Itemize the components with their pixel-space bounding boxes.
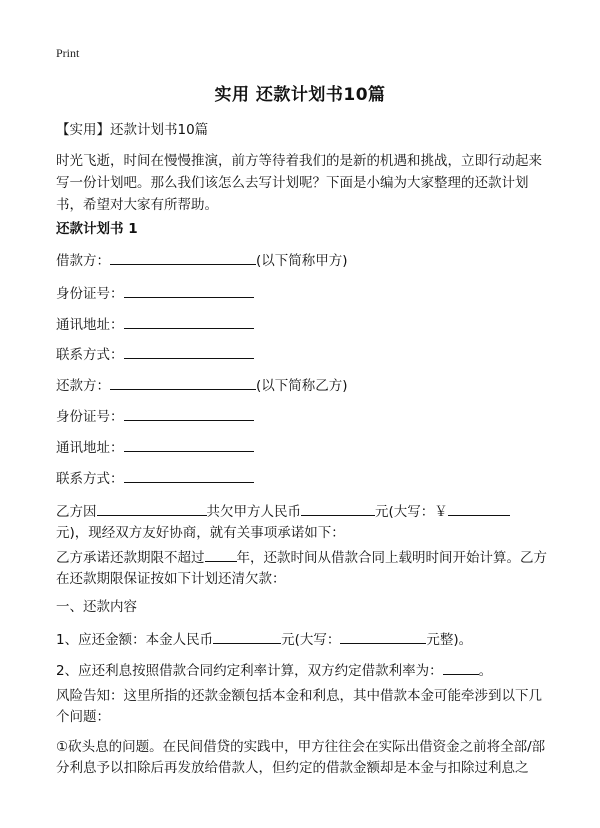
item2-row (56, 659, 492, 679)
repayer-label: 还款方： (56, 378, 110, 394)
borrower-row (56, 249, 348, 269)
doc-subtitle: 【实用】还款计划书10篇 (56, 122, 209, 138)
item1-c: 元整)。 (426, 632, 473, 648)
repayer-contact-row (56, 467, 254, 487)
reason-row (56, 500, 510, 520)
print-link[interactable]: Print (56, 46, 80, 60)
section-heading: 还款计划书 1 (56, 221, 138, 237)
repayer-field[interactable] (110, 375, 256, 390)
term-years-field[interactable] (205, 547, 237, 562)
reason-field[interactable] (97, 501, 207, 516)
section-one-heading: 一、还款内容 (56, 599, 137, 615)
borrower-note: (以下简称甲方) (256, 253, 348, 269)
repayer-note: (以下简称乙方) (256, 378, 348, 394)
borrower-field[interactable] (110, 250, 256, 265)
borrower-address-row (56, 313, 254, 333)
promise-a: 乙方承诺还款期限不超过 (56, 550, 205, 566)
item2-b: 。 (478, 663, 493, 679)
contact-label: 联系方式： (56, 471, 124, 487)
intro-paragraph: 时光飞逝，时间在慢慢推演，前方等待着我们的是新的机遇和挑战，立即行动起来写一份计划吧。那么我们该怎么去写计划呢？下面是小编为大家整理的还款计划书，希望对大家有所帮助。 (56, 153, 542, 213)
item1-row (56, 628, 472, 648)
repayer-row (56, 374, 348, 394)
page-title: 实用 还款计划书10篇 (214, 85, 386, 105)
repayer-address-row (56, 436, 254, 456)
id-label: 身份证号： (56, 409, 124, 425)
item2-a: 2、应还利息按照借款合同约定利率计算，双方约定借款利率为： (56, 663, 443, 679)
borrower-id-row (56, 282, 254, 302)
principal-words-field[interactable] (340, 629, 426, 644)
promise-b: 年，还款时间从借款合同上载明时间开始计算。乙方在还款期限保证按如下计划还清欠款： (56, 550, 547, 587)
reason-end: 元)，现经双方友好协商，就有关事项承诺如下： (56, 525, 345, 541)
contact-label: 联系方式： (56, 347, 124, 363)
reason-end-row (56, 521, 345, 541)
item1-b: 元(大写： (281, 632, 341, 648)
rate-field[interactable] (443, 660, 479, 675)
item1-a: 1、应还金额：本金人民币 (56, 632, 214, 648)
borrower-contact-row (56, 343, 254, 363)
repayer-id-field[interactable] (124, 406, 254, 421)
repayer-contact-field[interactable] (124, 468, 254, 483)
risk-item-1: ①砍头息的问题。在民间借贷的实践中，甲方往往会在实际出借资金之前将全部/部分利息予以扣除后再发放给借款人，但约定的借款金额却是本金与扣除过利息之 (56, 739, 546, 776)
borrower-id-field[interactable] (124, 283, 254, 298)
address-label: 通讯地址： (56, 440, 124, 456)
repayer-address-field[interactable] (124, 437, 254, 452)
borrower-address-field[interactable] (124, 314, 254, 329)
reason-yuan: 元(大写：￥ (375, 504, 448, 520)
borrower-label: 借款方： (56, 253, 110, 269)
repayer-id-row (56, 405, 254, 425)
risk-paragraph: 风险告知：这里所指的还款金额包括本金和利息，其中借款本金可能牵涉到以下几个问题： (56, 688, 542, 725)
amount-field[interactable] (301, 501, 375, 516)
principal-field[interactable] (213, 629, 281, 644)
address-label: 通讯地址： (56, 317, 124, 333)
id-label: 身份证号： (56, 286, 124, 302)
reason-mid: 共欠甲方人民币 (206, 504, 301, 520)
amount-words-field[interactable] (448, 501, 510, 516)
reason-prefix: 乙方因 (56, 504, 97, 520)
promise-paragraph (56, 547, 548, 590)
borrower-contact-field[interactable] (124, 344, 254, 359)
